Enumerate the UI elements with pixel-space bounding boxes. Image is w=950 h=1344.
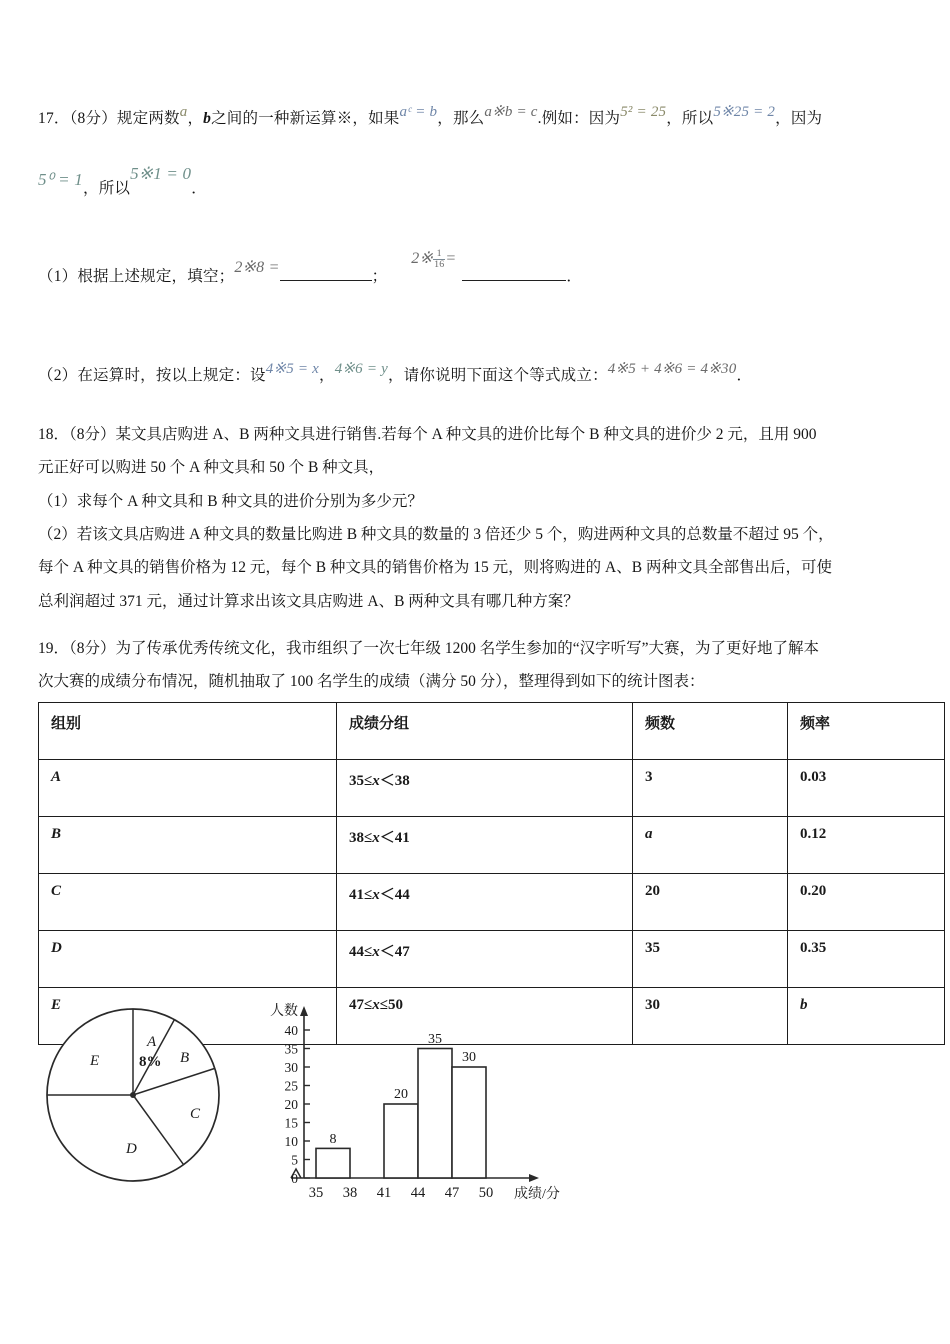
table-cell-range: 41≤x＜44 [337, 874, 633, 931]
table-cell-range: 47≤x≤50 [337, 988, 633, 1045]
q18-part-2-line-2: 每个 A 种文具的销售价格为 12 元，每个 B 种文具的销售价格为 15 元，则将购进的 A、B 两种文具全部售出后，可使 [38, 559, 832, 577]
q19-number: 19． [38, 640, 70, 657]
table-header-group: 组别 [39, 703, 337, 760]
x-tick-50: 50 [478, 1185, 494, 1201]
y-tick-30: 30 [284, 1060, 298, 1075]
q17-stem-b: ， [187, 110, 204, 127]
bar-label-44-47: 35 [428, 1032, 442, 1047]
table-row [39, 817, 945, 874]
table-header-frequency: 频数 [633, 703, 788, 760]
y-tick-40: 40 [284, 1023, 298, 1038]
pie-slice-label-D: D [126, 1141, 137, 1157]
q17-stem-f: ，所以 [666, 110, 714, 127]
table-header-row [39, 703, 945, 760]
x-tick-labels [309, 1185, 494, 1201]
bar-chart-y-axis-label: 人数 [270, 1004, 298, 1019]
q17-stem-e: .例如：因为 [537, 110, 621, 127]
question-17-stem-cont [38, 164, 207, 197]
statistics-figures [38, 998, 578, 1213]
table-cell-group: B [39, 817, 337, 874]
q17-eq-ex4: 5※1 = 0 [130, 164, 192, 183]
q17-part2-label: （2）在运算时，按以上规定：设 [38, 367, 266, 384]
y-tick-5: 5 [291, 1152, 298, 1168]
bar-label-41-44: 20 [394, 1087, 408, 1102]
question-19 [38, 632, 918, 699]
x-axis-arrow [529, 1174, 539, 1182]
q17-eq-def2: a※b = c [484, 104, 538, 120]
table-cell-rate: 0.20 [788, 874, 945, 931]
q18-points: （8分） [69, 426, 116, 443]
q19-line-1 [38, 632, 918, 665]
q18-part-2-line-3: 总利润超过 371 元，通过计算求出该文具店购进 A、B 两种文具有哪几种方案？ [38, 592, 579, 610]
bar-chart [246, 998, 566, 1213]
table-cell-range: 35≤x＜38 [337, 760, 633, 817]
table-cell-frequency: 3 [633, 760, 788, 817]
q17-part2-eq1: 4※5 = x [265, 361, 320, 377]
x-tick-47: 47 [444, 1185, 460, 1201]
bar-47-50 [452, 1067, 486, 1178]
q19-line-2: 次大赛的成绩分布情况，随机抽取了 100 名学生的成绩（满分 50 分），整理得到如下的统计图表： [38, 673, 705, 691]
y-tick-35: 35 [284, 1041, 298, 1057]
q17-part1-eq1: 2※8 = [234, 259, 280, 276]
y-tick-25: 25 [284, 1078, 298, 1094]
q17-eq-ex3: 5⁰ = 1 [38, 170, 83, 189]
q17-answer-blank-2[interactable] [462, 280, 566, 281]
x-tick-38: 38 [342, 1185, 358, 1201]
pie-center-dot [130, 1092, 136, 1098]
q17-part1-eq2-tail: = [445, 250, 457, 267]
fraction-one-sixteenth [433, 249, 445, 271]
q17-var-a: a [179, 104, 188, 120]
question-17-part1 [38, 248, 583, 289]
fraction-numerator: 1 [433, 249, 445, 260]
question-17-part2 [38, 361, 753, 388]
bar-41-44 [384, 1104, 418, 1178]
pie-chart [38, 998, 238, 1198]
question-18 [38, 418, 918, 618]
q18-line1-text: 某文具店购进 A、B 两种文具进行销售.若每个 A 种文具的进价比每个 B 种文具的进价少 2 元，且用 900 [115, 426, 817, 443]
q18-number: 18． [38, 426, 70, 443]
fraction-denominator: 16 [434, 259, 445, 271]
table-cell-range: 38≤x＜41 [337, 817, 633, 874]
table-row [39, 931, 945, 988]
table-cell-rate: 0.35 [788, 931, 945, 988]
question-17-stem [38, 104, 823, 131]
q17-part1-label: （1）根据上述规定，填空； [38, 268, 235, 285]
q17-part2-eq3: 4※5 + 4※6 = 4※30 [607, 361, 737, 377]
q17-stem-a: 规定两数 [116, 110, 180, 127]
table-cell-rate: 0.03 [788, 760, 945, 817]
bar-35-38 [316, 1148, 350, 1178]
table-cell-frequency: 30 [633, 988, 788, 1045]
q17-stem-d: ，那么 [437, 110, 485, 127]
q17-eq-ex1: 5² = 25 [620, 104, 667, 120]
table-cell-group: E [39, 988, 337, 1045]
frequency-distribution-table [38, 702, 945, 1045]
bar-chart-x-axis-label: 成绩/分 [514, 1187, 560, 1202]
y-axis-arrow [300, 1006, 308, 1016]
y-tick-0: 0 [291, 1171, 298, 1186]
table-cell-range: 44≤x＜47 [337, 931, 633, 988]
q17-part1-end: ． [566, 268, 583, 285]
table-cell-group: A [39, 760, 337, 817]
q17-part1-eq2 [411, 248, 457, 271]
table-cell-rate: 0.12 [788, 817, 945, 874]
q17-points: （8分） [69, 110, 117, 127]
q17-stem-h: ，所以 [83, 180, 131, 197]
table-cell-rate: b [788, 988, 945, 1045]
pie-slice-value-A: 8% [139, 1054, 162, 1070]
table-row [39, 874, 945, 931]
q17-stem-i: ． [191, 180, 207, 197]
y-tick-20: 20 [284, 1097, 298, 1112]
table-cell-frequency: a [633, 817, 788, 874]
y-tick-marks [304, 1030, 310, 1178]
table-row [39, 760, 945, 817]
x-tick-35: 35 [308, 1185, 324, 1201]
x-tick-44: 44 [410, 1185, 426, 1201]
q17-part2-end: ． [736, 367, 753, 384]
pie-slice-label-B: B [180, 1050, 190, 1066]
q17-stem-c: 之间的一种新运算※，如果 [211, 110, 400, 127]
q17-part2-comma: ， [319, 367, 335, 384]
q17-number: 17． [38, 110, 70, 127]
q17-part1-sep: ； [371, 268, 388, 285]
q17-part1-eq2-lead: 2※ [411, 250, 434, 267]
pie-slice-label-E: E [90, 1053, 100, 1069]
bar-label-47-50: 30 [462, 1050, 476, 1065]
table-cell-group: C [39, 874, 337, 931]
q17-eq-ex2: 5※25 = 2 [713, 104, 776, 120]
q18-line-2: 元正好可以购进 50 个 A 种文具和 50 个 B 种文具， [38, 459, 385, 477]
table-cell-frequency: 20 [633, 874, 788, 931]
q19-line1-text: 为了传承优秀传统文化，我市组织了一次七年级 1200 名学生参加的“汉字听写”大赛，为了更好地了解本 [115, 640, 820, 657]
x-tick-41: 41 [376, 1185, 392, 1201]
q19-points: （8分） [69, 640, 116, 657]
q17-answer-blank-1[interactable] [280, 280, 372, 281]
q17-var-b: b [203, 110, 212, 127]
bar-44-47 [418, 1049, 452, 1179]
q18-part-2-line-1: （2）若该文具店购进 A 种文具的数量比购进 B 种文具的数量的 3 倍还少 5 个，购进两种文具的总数量不超过 95 个， [38, 525, 834, 543]
q17-part2-eq2: 4※6 = y [334, 361, 388, 377]
table-cell-frequency: 35 [633, 931, 788, 988]
pie-slice-label-A: A [147, 1034, 157, 1050]
y-tick-10: 10 [284, 1134, 298, 1149]
bar-label-35-38: 8 [329, 1132, 337, 1147]
table-header-rate: 频率 [788, 703, 945, 760]
table-header-range: 成绩分组 [337, 703, 633, 760]
q17-part2-mid: ，请你说明下面这个等式成立： [387, 367, 608, 384]
pie-slice-label-C: C [190, 1106, 201, 1122]
y-tick-15: 15 [284, 1115, 298, 1131]
table-cell-group: D [39, 931, 337, 988]
q17-eq-def1: aᶜ = b [399, 104, 438, 120]
q18-part-1: （1）求每个 A 种文具和 B 种文具的进价分别为多少元？ [38, 492, 423, 510]
q18-line-1 [38, 418, 918, 451]
y-tick-labels [285, 1023, 299, 1186]
q17-stem-g: ，因为 [775, 110, 823, 127]
